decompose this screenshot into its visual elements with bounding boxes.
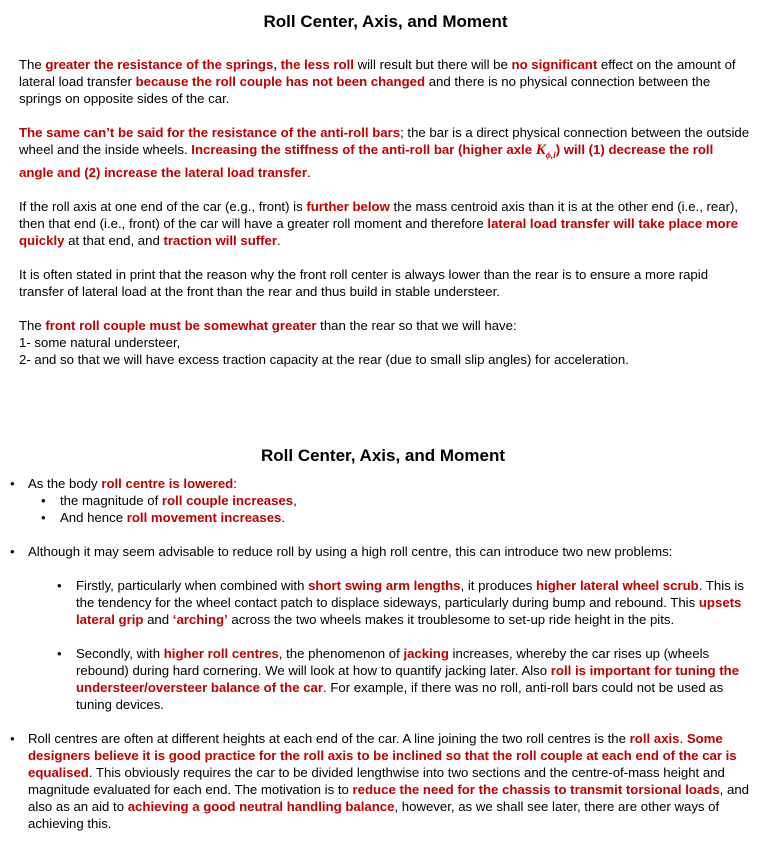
emphasis: because the roll couple has not been changed [135, 74, 426, 89]
list-item: • As the body roll centre is lowered: • the magnitude of roll couple increases, • And hence roll movement increases. [8, 475, 756, 526]
emphasis: front roll couple must be somewhat greater [45, 318, 317, 333]
emphasis: jacking [403, 646, 449, 661]
emphasis: roll axis [629, 731, 680, 746]
emphasis: roll is important for tuning the understeer/oversteer balance of the car [76, 663, 740, 695]
emphasis: further below [306, 199, 390, 214]
sub-list-item: • Secondly, with higher roll centres, the phenomenon of jacking increases, whereby the car rises up (wheels rebound) during hard cornering. We will look at how to quantify jacking later. Also roll is important for tuning the understeer/oversteer balance of the car. For example, if there was no roll, anti-roll bars could not be used as tuning devices. [56, 645, 756, 713]
list-line-2: 2- and so that we will have excess traction capacity at the rear (due to small slip angles) for acceleration. [19, 352, 629, 367]
emphasis: roll couple increases [161, 493, 294, 508]
emphasis: no significant [511, 57, 598, 72]
slide-1 [0, 0, 768, 430]
emphasis: roll centre is lowered [101, 476, 234, 491]
paragraph-anti-roll-bars: The same can’t be said for the resistance of the anti-roll bars; the bar is a direct physical connection between the outside wheel and the inside wheels. Increasing the stiffness of the anti-roll bar (higher axle $K_{\phi,i}$) will (1) decrease the roll angle and (2) increase the lateral load transfer. [19, 125, 750, 180]
emphasis: ) will (1) decrease the roll angle and (2) increase the lateral load transfer [19, 142, 714, 180]
sub-list-item: • the magnitude of roll couple increases, [40, 492, 756, 509]
slide-2 [0, 430, 768, 866]
emphasis: short swing arm lengths [308, 578, 461, 593]
emphasis: Increasing the stiffness of the anti-roll bar (higher axle [191, 142, 536, 157]
stiffness-symbol: $K_{\phi,i}$ [535, 142, 556, 160]
list-line-1: 1- some natural understeer, [19, 335, 181, 350]
sub-list-item: • And hence roll movement increases. [40, 509, 756, 526]
paragraph-roll-axis: If the roll axis at one end of the car (e.g., front) is further below the mass centroid axis than it is at the other end (i.e., rear), then that end (i.e., front) of the car will have a greater roll moment and therefore lateral load transfer will take place more quickly at that end, and traction will suffer. [19, 199, 739, 248]
slide-1-title: Roll Center, Axis, and Moment [263, 12, 508, 31]
bullet-list [8, 475, 756, 832]
paragraph-understeer: It is often stated in print that the reason why the front roll center is always lower than the rear is to ensure a more rapid transfer of lateral load at the front than the rear and thus build in stable understeer. [19, 267, 709, 299]
sub-list [28, 492, 756, 526]
paragraph-springs: The greater the resistance of the springs, the less roll will result but there will be no significant effect on the amount of lateral load transfer because the roll couple has not been changed and there is no physical connection between the springs on opposite sides of the car. [19, 57, 736, 106]
slide-2-title: Roll Center, Axis, and Moment [260, 446, 506, 465]
emphasis: lateral load transfer will take place more quickly [19, 216, 739, 248]
sub-list-item: • Firstly, particularly when combined with short swing arm lengths, it produces higher lateral wheel scrub. This is the tendency for the wheel contact patch to displace sideways, particularly during bump and rebound. This upsets lateral grip and ‘arching’ across the two wheels makes it troublesome to set-up ride height in the pits. [56, 577, 756, 628]
emphasis: reduce the need for the chassis to transmit torsional loads [352, 782, 720, 797]
emphasis: achieving a good neutral handling balance [127, 799, 395, 814]
emphasis: The same can’t be said for the resistance of the anti-roll bars [19, 125, 401, 140]
emphasis: Some designers believe it is good practice for the roll axis to be inclined so that the roll couple at each end of the car is equalised [28, 731, 737, 780]
emphasis: traction will suffer [163, 233, 278, 248]
emphasis: upsets lateral grip [76, 595, 742, 627]
paragraph-front-roll-couple: The front roll couple must be somewhat greater than the rear so that we will have: 1- some natural understeer, 2- and so that we will have excess traction capacity at the rear (due to small slip angles) for acceleration. [19, 318, 629, 367]
sub-list [28, 577, 756, 713]
list-item: • Roll centres are often at different heights at each end of the car. A line joining the two roll centres is the roll axis. Some designers believe it is good practice for the roll axis to be inclined so that the roll couple at each end of the car is equalised. This obviously requires the car to be divided lengthwise into two sections and the centre-of-mass height and magnitude evaluated for each end. The motivation is to reduce the need for the chassis to transmit torsional loads, and also as an aid to achieving a good neutral handling balance, however, as we shall see later, there are other ways of achieving this. [8, 730, 756, 832]
emphasis: higher roll centres [163, 646, 279, 661]
emphasis: higher lateral wheel scrub [536, 578, 699, 593]
emphasis: roll movement increases [126, 510, 282, 525]
emphasis: ‘arching’ [172, 612, 228, 627]
list-item: • Although it may seem advisable to reduce roll by using a high roll centre, this can introduce two new problems: • Firstly, particularly when combined with short swing arm lengths, it produces higher lateral wheel scrub. This is the tendency for the wheel contact patch to displace sideways, particularly during bump and rebound. This upsets lateral grip and ‘arching’ across the two wheels makes it troublesome to set-up ride height in the pits. • Secondly, with higher roll centres, the phenomenon of jacking increases, whereby the car rises up (wheels rebound) during hard cornering. We will look at how to quantify jacking later. Also roll is important for tuning the understeer/oversteer balance of the car. For example, if there was no roll, anti-roll bars could not be used as tuning devices. [8, 543, 756, 713]
emphasis: greater the resistance of the springs, the less roll [45, 57, 354, 72]
